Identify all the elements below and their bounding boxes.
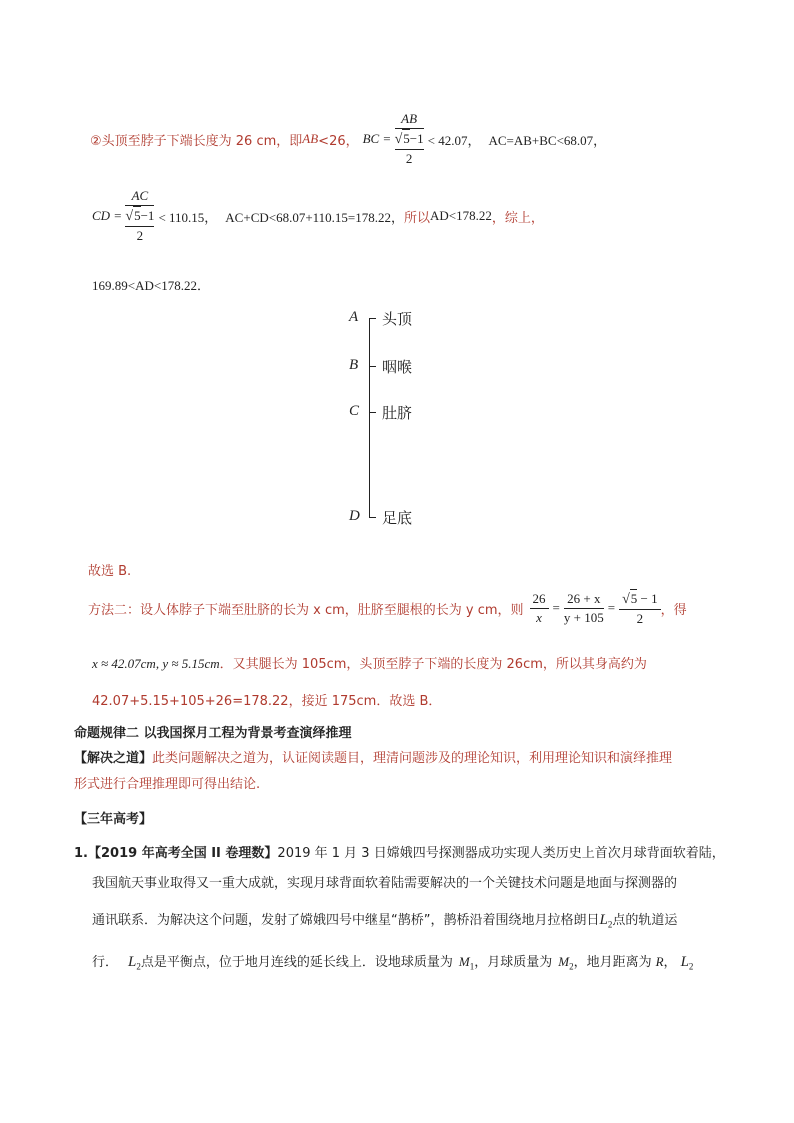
solution-body1: 此类问题解决之道为，认证阅读题目，理清问题涉及的理论知识，利用理论知识和演绎推理 <box>152 751 673 766</box>
rule-two-title: 命题规律二 以我国探月工程为背景考查演绎推理 <box>74 726 352 741</box>
line-cd-estimate <box>92 180 544 252</box>
line2-frac-num: AC <box>125 187 154 206</box>
line2-den2: 2 <box>136 228 144 243</box>
diagram-letter-d: D <box>349 508 360 524</box>
problem1-l4c: ，月球质量为 <box>474 955 553 970</box>
method2-text: 方法二：设人体脖子下端至肚脐的长为 x cm，肚脐至腿根的长为 y cm，则 <box>88 602 524 618</box>
line1-ab-val: <26， <box>318 133 359 149</box>
result-line: 42.07+5.15+105+26=178.22，接近 175cm．故选 B． <box>92 694 442 709</box>
approx-math: x ≈ 42.07cm, y ≈ 5.15cm <box>92 656 220 671</box>
diagram-tick-a <box>369 318 376 319</box>
method2-f1-den: x <box>536 609 542 625</box>
line1-frac-num: AB <box>395 110 424 129</box>
problem1-l4-sub2: 2 <box>688 961 694 972</box>
diagram-vertical-line <box>369 318 370 518</box>
method-two-line <box>88 585 687 631</box>
solution-line2: 形式进行合理推理即可得出结论. <box>74 777 261 792</box>
diagram-letter-a: A <box>349 309 359 325</box>
approx-line <box>92 653 647 672</box>
diagram-letter-b: B <box>349 357 359 373</box>
method2-end: ，得 <box>660 602 687 618</box>
method2-f3-den: 2 <box>636 610 644 626</box>
line-bc-estimate <box>90 108 606 170</box>
approx-rest: ．又其腿长为 105cm，头顶至脖子下端的长度为 26cm，所以其身高约为 <box>219 657 647 672</box>
line1-prefix: ②头顶至脖子下端长度为 26 cm，即 <box>90 133 303 149</box>
diagram-letter-c: C <box>349 403 360 419</box>
diagram-label-a: 头顶 <box>382 310 413 328</box>
diagram-label-b: 咽喉 <box>382 358 413 376</box>
problem1-r: R <box>655 954 664 969</box>
method2-f3-num: √5 − 1 <box>619 589 661 610</box>
problem1-m1-sub: 1 <box>469 961 475 972</box>
solution-line1 <box>74 747 672 766</box>
line2-cd: CD <box>92 208 111 223</box>
method2-f3-minus: − 1 <box>637 590 658 606</box>
problem1-l4b: 点是平衡点，位于地月连线的延长线上．设地球质量为 <box>140 955 453 970</box>
problem1-l3b: 点的轨道运 <box>612 913 678 928</box>
method2-f2-den: y + 105 <box>563 609 604 625</box>
line2-ad: AD<178.22 <box>430 208 492 223</box>
problem1-tag: 【2019 年高考全国 II 卷理数】 <box>87 846 278 861</box>
problem1-l3-sub: 2 <box>607 919 613 930</box>
problem1-l4-sub: 2 <box>136 961 141 972</box>
problem1-num: 1. <box>74 846 88 861</box>
solution-head: 【解决之道】 <box>74 751 153 766</box>
diagram-label-d: 足底 <box>382 509 413 527</box>
diagram-tick-b <box>369 366 376 367</box>
method2-eq1: = <box>552 600 560 615</box>
problem1-l3-L: L <box>599 912 608 928</box>
line1-ab: AB <box>302 131 319 146</box>
method2-eq2: = <box>607 600 616 615</box>
problem1-m1: M <box>458 954 470 969</box>
problem1-m2: M <box>558 954 570 969</box>
line1-frac-mid: √5−1 <box>395 129 424 150</box>
line2-sqrt5: 5 <box>134 208 141 223</box>
method2-f2-num: 26 + x <box>564 590 604 609</box>
line1-sqrt5: 5 <box>403 131 410 146</box>
three-years-heading: 【三年高考】 <box>74 812 153 827</box>
method2-f1-num: 26 <box>530 590 549 609</box>
problem1-l4d: ，地月距离为 <box>573 955 652 970</box>
method2-frac2 <box>564 590 604 627</box>
line-ad-range: 169.89<AD<178.22． <box>92 278 210 293</box>
problem1-l4a: 行． <box>92 955 119 970</box>
line1-after: < 42.07， <box>427 132 481 148</box>
problem1-line3 <box>92 909 677 930</box>
problem1-line2: 我国航天事业取得又一重大成就，实现月球背面软着陆需要解决的一个关键技术问题是地面与探测器的 <box>92 876 678 891</box>
diagram-tick-d <box>369 517 376 518</box>
line2-frac-mid: √5−1 <box>125 206 154 227</box>
line1-ac-expr: AC=AB+BC<68.07， <box>488 132 607 148</box>
method2-f3-sqrt: 5 <box>630 590 638 606</box>
line2-summary: ，综上， <box>491 210 544 226</box>
line1-minus1: −1 <box>409 131 424 146</box>
problem1-line1 <box>74 842 725 861</box>
method2-frac3 <box>619 589 661 628</box>
line1-den2: 2 <box>405 151 413 166</box>
line2-fraction <box>125 187 154 245</box>
line2-after: < 110.15， <box>158 209 218 225</box>
problem1-m2-sub: 2 <box>569 961 574 972</box>
diagram-label-c: 肚脐 <box>382 404 413 422</box>
line1-fraction <box>395 110 424 168</box>
problem1-l3a: 通讯联系．为解决这个问题，发射了嫦娥四号中继星“鹊桥”，鹊桥沿着围绕地月拉格朗日 <box>92 913 600 928</box>
line2-so: 所以 <box>404 210 431 226</box>
line1-bc: BC <box>362 131 380 146</box>
line2-eq: = <box>114 208 122 223</box>
problem1-l1: 2019 年 1 月 3 日嫦娥四号探测器成功实现人类历史上首次月球背面软着陆， <box>277 846 725 861</box>
problem1-l4-L2: L <box>680 954 689 970</box>
choose-b: 故选 B. <box>88 564 132 579</box>
line1-eq: = <box>383 131 391 146</box>
line2-minus1: −1 <box>140 208 155 223</box>
method2-frac1 <box>530 590 549 627</box>
problem1-l4e: ， <box>663 955 677 970</box>
line2-sum-expr: AC+CD<68.07+110.15=178.22， <box>225 209 405 225</box>
problem1-l4-L: L <box>128 954 137 970</box>
problem1-line4 <box>92 951 693 972</box>
diagram-tick-c <box>369 412 376 413</box>
